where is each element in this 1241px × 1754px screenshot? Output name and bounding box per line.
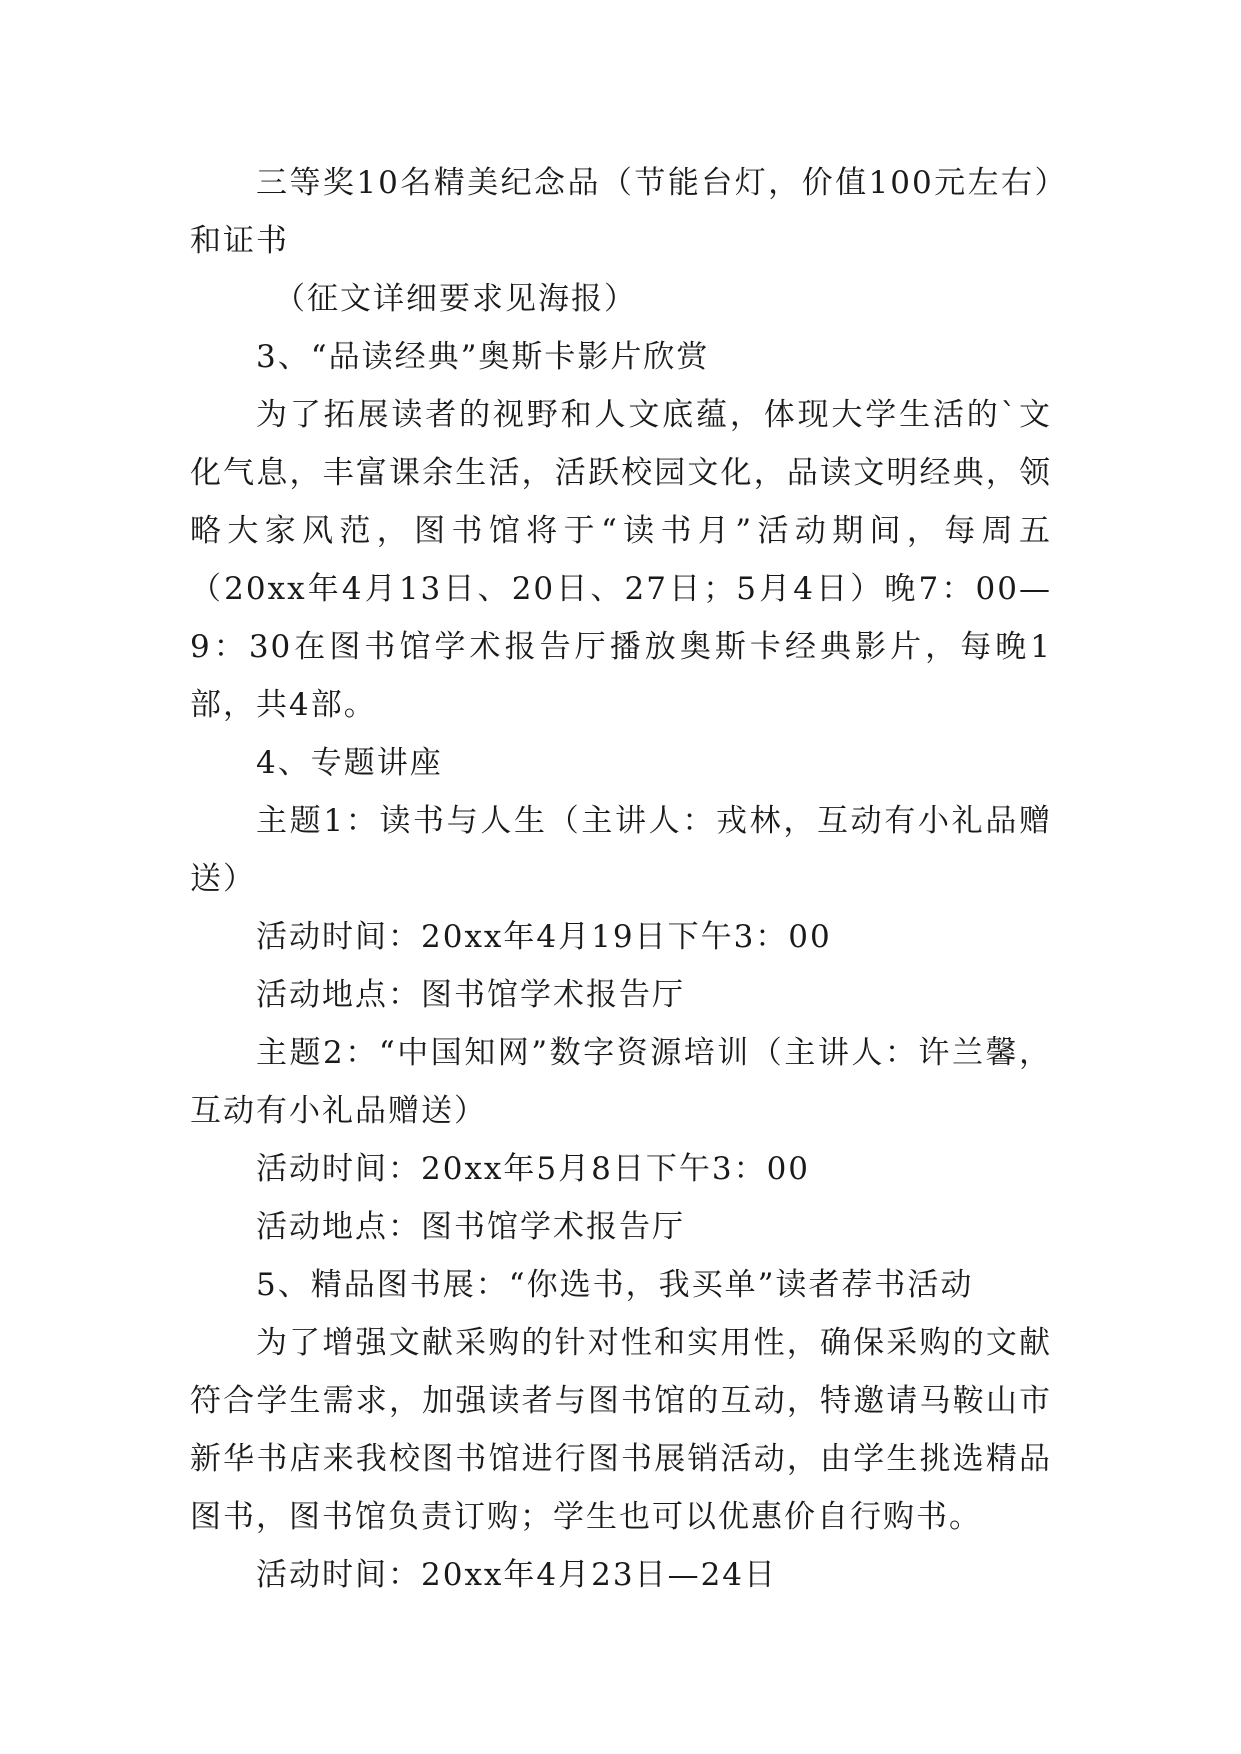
paragraph-lecture-1-location: 活动地点：图书馆学术报告厅 (256, 977, 685, 1013)
paragraph-lecture-2-location: 活动地点：图书馆学术报告厅 (256, 1209, 685, 1245)
paragraph-lecture-1-time: 活动时间：20xx年4月19日下午3：00 (256, 919, 832, 955)
paragraph-lecture-2-time: 活动时间：20xx年5月8日下午3：00 (256, 1151, 811, 1187)
heading-book-fair: 5、精品图书展：“你选书，我买单”读者荐书活动 (256, 1267, 974, 1303)
paragraph-lecture-topic-2: 主题2：“中国知网”数字资源培训（主讲人：许兰馨，互动有小礼品赠送） (190, 1035, 1052, 1129)
paragraph-book-fair-time: 活动时间：20xx年4月23日—24日 (256, 1557, 778, 1593)
heading-lectures: 4、专题讲座 (256, 745, 443, 781)
heading-oscar-films: 3、“品读经典”奥斯卡影片欣赏 (256, 339, 710, 375)
paragraph-third-prize: 三等奖10名精美纪念品（节能台灯，价值100元左右）和证书 (190, 165, 1052, 259)
paragraph-book-fair-description: 为了增强文献采购的针对性和实用性，确保采购的文献符合学生需求，加强读者与图书馆的互动，特邀请马鞍山市新华书店来我校图书馆进行图书展销活动，由学生挑选精品图书，图书馆负责订购；学生也可以优惠价自行购书。 (190, 1325, 1052, 1535)
paragraph-oscar-description: 为了拓展读者的视野和人文底蕴，体现大学生活的`文化气息，丰富课余生活，活跃校园文化，品读文明经典，领略大家风范，图书馆将于“读书月”活动期间，每周五（20xx年4月13日、20日、27日；5月4日）晚7：00—9：30在图书馆学术报告厅播放奥斯卡经典影片，每晚1部，共4部。 (190, 397, 1052, 723)
paragraph-essay-note: （征文详细要求见海报） (274, 281, 637, 317)
document-body (190, 154, 1052, 1604)
paragraph-lecture-topic-1: 主题1：读书与人生（主讲人：戎林，互动有小礼品赠送） (190, 803, 1052, 897)
